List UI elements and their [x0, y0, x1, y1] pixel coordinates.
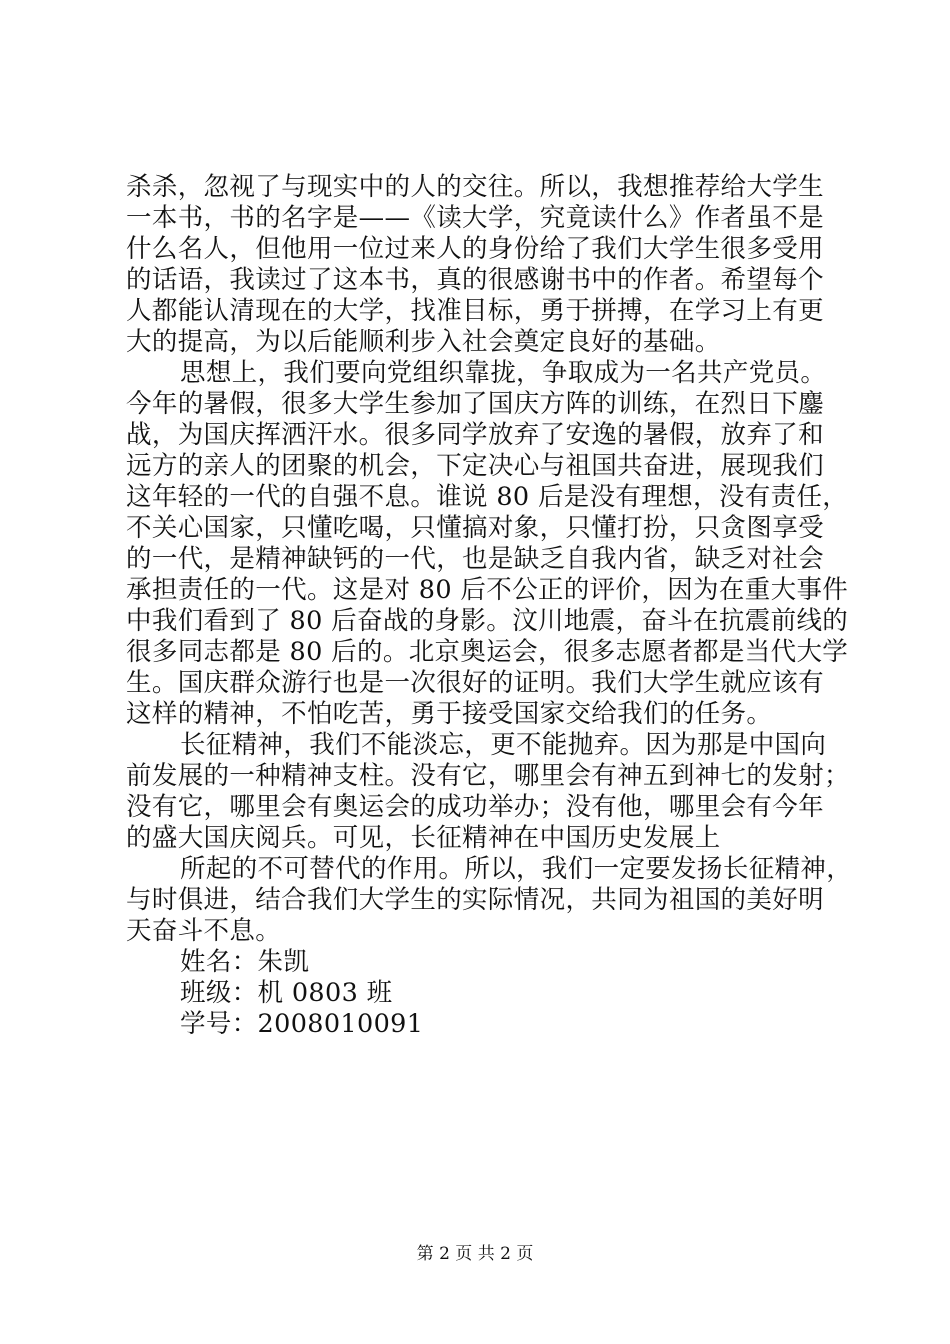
text-line: 前发展的一种精神支柱。没有它，哪里会有神五到神七的发射； — [126, 761, 850, 791]
text-line: 一本书，书的名字是——《读大学，究竟读什么》作者虽不是 — [126, 203, 824, 233]
text-line: 的盛大国庆阅兵。可见，长征精神在中国历史发展上 — [126, 823, 721, 853]
text-line: 的一代，是精神缺钙的一代，也是缺乏自我内省，缺乏对社会 — [126, 544, 824, 574]
text-line: 大的提高，为以后能顺利步入社会奠定良好的基础。 — [126, 327, 721, 357]
text-line: 生。国庆群众游行也是一次很好的证明。我们大学生就应该有 — [126, 668, 824, 698]
text-line: 远方的亲人的团聚的机会，下定决心与祖国共奋进，展现我们 — [126, 451, 824, 481]
text-line: 中我们看到了 80 后奋战的身影。汶川地震，奋斗在抗震前线的 — [126, 606, 849, 636]
text-line: 人都能认清现在的大学，找准目标，勇于拼搏，在学习上有更 — [126, 296, 824, 326]
text-line: 战，为国庆挥洒汗水。很多同学放弃了安逸的暑假，放弃了和 — [126, 420, 824, 450]
text-line: 承担责任的一代。这是对 80 后不公正的评价，因为在重大事件 — [126, 575, 849, 605]
text-line: 这样的精神，不怕吃苦，勇于接受国家交给我们的任务。 — [126, 699, 773, 729]
student-class: 班级：机 0803 班 — [180, 978, 393, 1008]
text-line: 什么名人，但他用一位过来人的身份给了我们大学生很多受用 — [126, 234, 824, 264]
page-footer: 第 2 页 共 2 页 — [416, 1244, 534, 1264]
text-line: 没有它，哪里会有奥运会的成功举办；没有他，哪里会有今年 — [126, 792, 824, 822]
document-body — [126, 172, 853, 1040]
student-id: 学号：2008010091 — [180, 1009, 424, 1039]
paragraph-first-line: 长征精神，我们不能淡忘，更不能抛弃。因为那是中国向 — [180, 730, 827, 760]
paragraph-first-line: 思想上，我们要向党组织靠拢，争取成为一名共产党员。 — [180, 358, 827, 388]
paragraph-first-line: 所起的不可替代的作用。所以，我们一定要发扬长征精神， — [180, 854, 853, 884]
text-line: 今年的暑假，很多大学生参加了国庆方阵的训练，在烈日下鏖 — [126, 389, 824, 419]
text-line: 与时俱进，结合我们大学生的实际情况，共同为祖国的美好明 — [126, 885, 824, 915]
text-line: 不关心国家，只懂吃喝，只懂搞对象，只懂打扮，只贪图享受 — [126, 513, 824, 543]
text-line: 的话语，我读过了这本书，真的很感谢书中的作者。希望每个 — [126, 265, 824, 295]
text-line: 天奋斗不息。 — [126, 916, 282, 946]
text-line: 这年轻的一代的自强不息。谁说 80 后是没有理想，没有责任， — [126, 482, 849, 512]
student-name: 姓名：朱凯 — [180, 947, 310, 977]
text-line: 很多同志都是 80 后的。北京奥运会，很多志愿者都是当代大学 — [126, 637, 849, 667]
text-line: 杀杀，忽视了与现实中的人的交往。所以，我想推荐给大学生 — [126, 172, 824, 202]
